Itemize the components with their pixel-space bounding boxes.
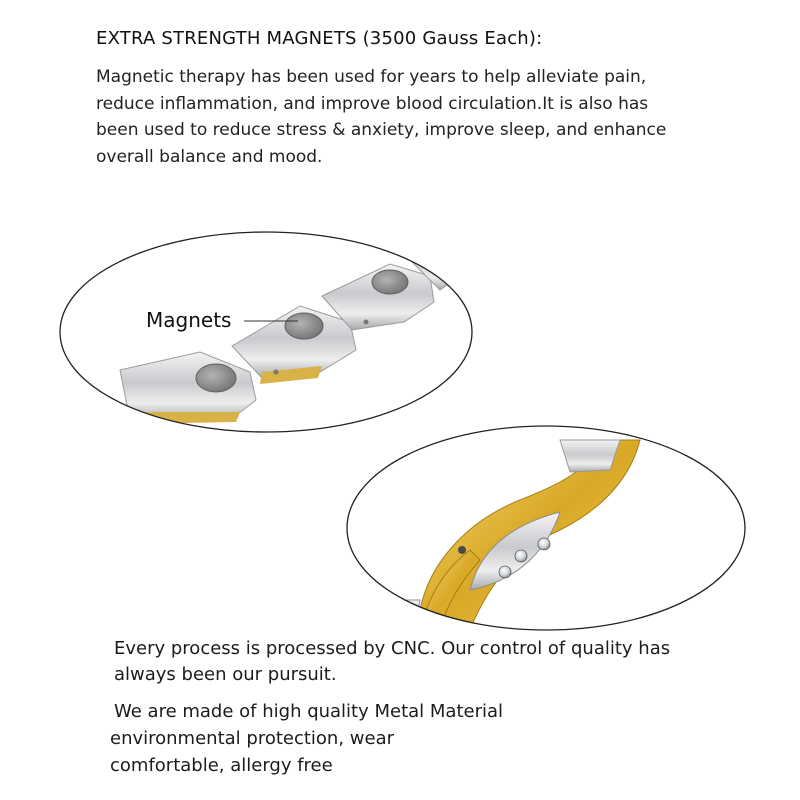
intro-line: Magnetic therapy has been used for years to help alleviate pain,	[96, 67, 647, 87]
material-line: We are made of high quality Metal Material	[114, 701, 504, 722]
magnets-callout-label: Magnets	[146, 308, 232, 332]
material-paragraph	[110, 698, 503, 779]
section-heading: EXTRA STRENGTH MAGNETS (3500 Gauss Each):	[96, 28, 543, 49]
crystal-bracelet-image	[340, 420, 760, 635]
intro-line: reduce inflammation, and improve blood circulation.It is also has	[96, 93, 649, 114]
cnc-line: always been our pursuit.	[114, 664, 337, 685]
cnc-paragraph	[114, 636, 670, 688]
cnc-line: Every process is processed by CNC. Our control of quality has	[114, 638, 671, 659]
intro-line: overall balance and mood.	[96, 146, 323, 167]
material-line: comfortable, allergy free	[110, 755, 333, 776]
material-line: environmental protection, wear	[110, 728, 395, 749]
intro-line: been used to reduce stress & anxiety, improve sleep, and enhance	[96, 120, 667, 140]
magnet-bracelet-image	[60, 230, 480, 440]
